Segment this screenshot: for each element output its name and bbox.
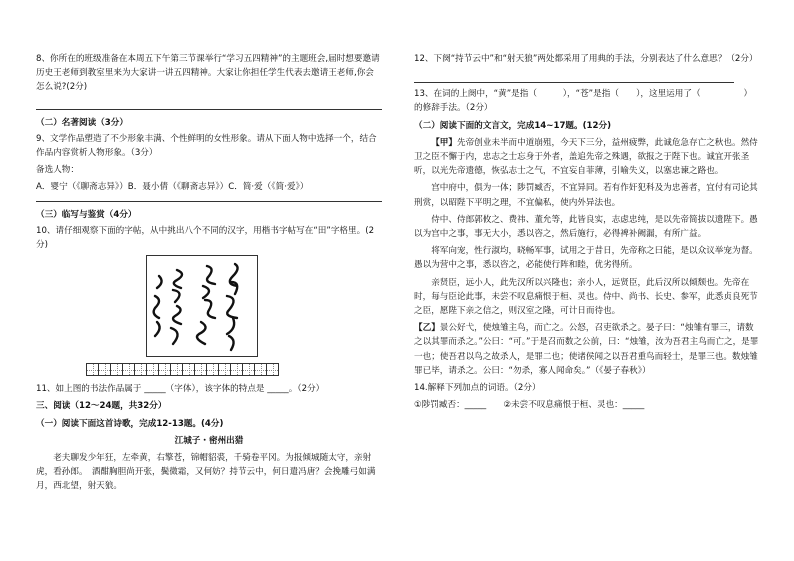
calligraphy-strokes	[147, 256, 257, 356]
question-14: 14.解释下列加点的词语。（2分）	[414, 383, 541, 394]
passage-jia-1	[414, 136, 760, 179]
question-8: 8、你所在的班级准备在本周五下午第三节课举行“学习五四精神”的主题班会,届时想要邀请历史王老师到教室里来为大家讲一讲五四精神。大家让你担任学生代表去邀请王老师,你会怎么说?(2分)	[36, 54, 380, 93]
reading-2-heading: （二）阅读下面的文言文，完成14~17题。(12分)	[414, 120, 612, 131]
question-9-choose: 备选人物：	[36, 165, 79, 176]
left-column	[36, 52, 382, 497]
passage-jia-4: 将军向宠，性行淑均，晓畅军事，试用之于昔日，先帝称之曰能，是以众议举宠为督。愚以为营中之事，悉以咨之，必能使行阵和睦，优劣得所。	[414, 246, 758, 271]
passage-jia-5: 亲贤臣，远小人，此先汉所以兴隆也；亲小人，远贤臣，此后汉所以倾颓也。先帝在时，每与臣论此事，未尝不叹息痛恨于桓、灵也。侍中、尚书、长史、参军，此悉贞良死节之臣，愿陛下亲之信之，则汉室之隆，可计日而待也。	[414, 277, 758, 317]
passage-jia-label: 【甲】	[431, 137, 457, 148]
passage-jia-2: 宫中府中，俱为一体；陟罚臧否，不宜异同。若有作奸犯科及为忠善者，宜付有司论其刑赏，以昭陛下平明之理，不宜偏私，使内外异法也。	[414, 183, 758, 208]
passage-yi	[414, 321, 760, 378]
question-13: 13、在词的上阕中，“黄”是指（ ），“苍”是指（ ），这里运用了（ ）的修辞手法。（2分）	[414, 89, 753, 114]
answer-line[interactable]	[414, 72, 734, 83]
question-14-items: ①陟罚臧否：_____ ②未尝不叹息痛恨于桓、灵也：_____	[414, 400, 645, 411]
question-12: 12、下阕“持节云中”和“射天狼”两处都采用了用典的手法，分别表达了什么意思？（2分）	[414, 54, 758, 64]
passage-jia-text: 先帝创业未半而中道崩殂，今天下三分，益州疲弊，此诚危急存亡之秋也。然侍卫之臣不懈于内，忠志之士忘身于外者，盖追先帝之殊遇，欲报之于陛下也。诚宜开张圣听，以光先帝遗德，恢弘志士之气，不宜妄自菲薄，引喻失义，以塞忠谏之路也。	[414, 137, 758, 177]
question-9: 9、文学作品塑造了不少形象丰满、个性鲜明的女性形象。请从下面人物中选择一个，结合作品内容赏析人物形象。（3分）	[36, 133, 377, 159]
poem-title: 江城子・密州出猎	[174, 435, 244, 446]
question-11: 11、如上图的书法作品属于 _____（字体），该字体的特点是 _____。（2分）	[36, 384, 325, 395]
tianzige-grid[interactable]	[86, 363, 382, 376]
section-calligraphy: （三）临写与鉴赏（4分）	[36, 209, 137, 220]
passage-jia-3: 侍中、侍郎郭攸之、费祎、董允等，此皆良实，志虑忠纯，是以先帝简拔以遗陛下。愚以为宫中之事，事无大小，悉以咨之，然后施行，必得裨补阙漏，有所广益。	[414, 214, 758, 240]
answer-line	[36, 109, 382, 110]
right-column	[414, 52, 760, 415]
reading-1-heading: （一）阅读下面这首诗歌，完成12-13题。(4分)	[36, 418, 224, 429]
divider	[36, 201, 382, 202]
passage-yi-text: 景公好弋，使烛雏主鸟，而亡之。公怒，召吏欲杀之。晏子曰：“烛雏有罪三，请数之以其罪而杀之。”公曰：“可。”于是召而数之公前，曰：“烛雏，汝为吾君主鸟而亡之，是罪一也；使吾君以鸟之故杀人，是罪二也；使诸侯闻之以吾君重鸟而轻士，是罪三也。数烛雏罪已毕，请杀之。公曰：“勿杀，寡人闻命矣。”（《晏子春秋》）	[414, 323, 759, 376]
passage-yi-label: 【乙】	[414, 323, 440, 334]
question-10: 10、请仔细观察下面的字帖，从中挑出八个不同的汉字，用楷书字帖写在“田”字格里。(2分)	[36, 225, 375, 251]
part-reading: 三、阅读（12～24题，共32分）	[36, 401, 167, 412]
poem-text: 老夫聊发少年狂，左牵黄，右擎苍，锦帽貂裘，千骑卷平冈。为报倾城随太守，亲射虎，看孙郎。 酒酣胸胆尚开张，鬓微霜，又何妨？持节云中，何日遣冯唐？会挽雕弓如满月，西北望，射天狼。	[36, 453, 376, 492]
section-famous-works: （二）名著阅读（3分）	[36, 117, 128, 128]
grid-cell[interactable]	[266, 363, 279, 376]
question-9-options: A．婴宁（《聊斋志异》）B．聂小倩（《聊斋志异》）C．简·爱（《简·爱》）	[36, 182, 309, 193]
calligraphy-image	[146, 255, 258, 357]
